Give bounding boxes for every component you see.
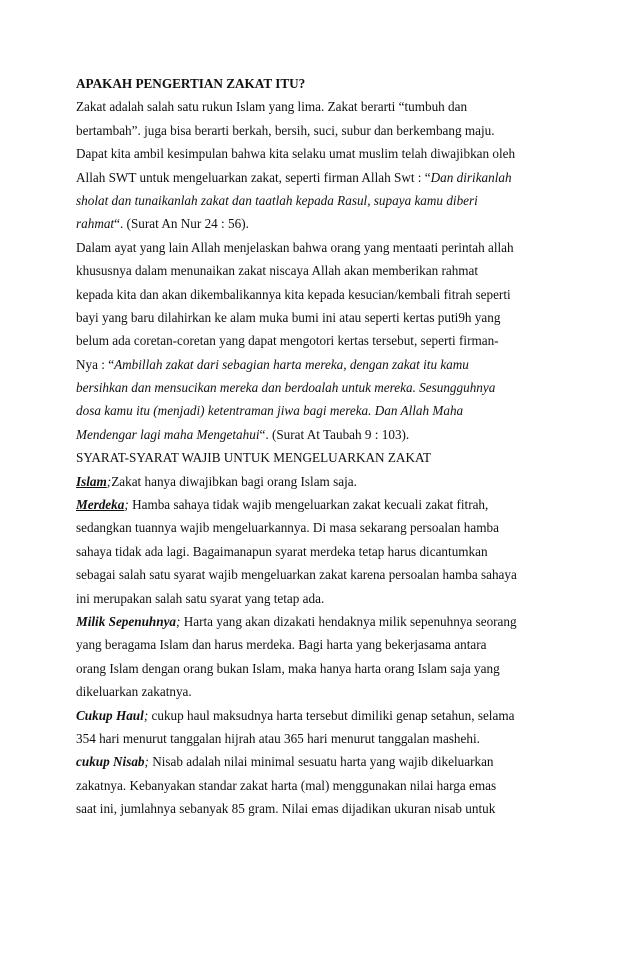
- condition-islam: [76, 470, 576, 493]
- condition-label: Cukup Haul: [76, 707, 144, 723]
- paragraph-line: khususnya dalam menunaikan zakat niscaya Allah akan memberikan rahmat: [76, 263, 479, 279]
- paragraph-line: bertambah”. juga bisa berarti berkah, bersih, suci, subur dan berkembang maju.: [76, 122, 495, 138]
- condition-text: Hamba sahaya tidak wajib mengeluarkan zakat kecuali zakat fitrah,: [128, 497, 489, 513]
- paragraph-line: Dapat kita ambil kesimpulan bahwa kita selaku umat muslim telah diwajibkan oleh: [76, 146, 516, 162]
- quote-text: Ambillah zakat dari sebagian harta mereka, dengan zakat itu kamu: [114, 356, 469, 372]
- condition-text: Nisab adalah nilai minimal sesuatu harta yang wajib dikeluarkan: [148, 754, 494, 770]
- paragraph-line: yang beragama Islam dan harus merdeka. Bagi harta yang bekerjasama antara: [76, 637, 487, 653]
- condition-label: Milik Sepenuhnya: [76, 613, 177, 629]
- paragraph-line: Dalam ayat yang lain Allah menjelaskan bahwa orang yang mentaati perintah allah: [76, 239, 514, 255]
- condition-label: Merdeka: [76, 497, 125, 513]
- quote-reference: “. (Surat An Nur 24 : 56).: [114, 216, 249, 232]
- paragraph-line: orang Islam dengan orang bukan Islam, maka hanya harta orang Islam saja yang: [76, 660, 500, 676]
- paragraph-line: ini merupakan salah satu syarat yang tetap ada.: [76, 590, 325, 606]
- paragraph-line: sedangkan tuannya wajib mengeluarkannya. Di masa sekarang persoalan hamba: [76, 520, 499, 536]
- condition-nisab: [76, 750, 576, 773]
- quote-text: Dan dirikanlah: [430, 169, 512, 185]
- condition-text: cukup haul maksudnya harta tersebut dimiliki genap setahun, selama: [148, 707, 515, 723]
- paragraph-text: Allah SWT untuk mengeluarkan zakat, seperti firman Allah Swt : “: [76, 169, 431, 185]
- separator: ;: [124, 497, 129, 513]
- paragraph-line: Zakat adalah salah satu rukun Islam yang lima. Zakat berarti “tumbuh dan: [76, 99, 468, 115]
- separator: ;: [144, 754, 149, 770]
- quote-line: dosa kamu itu (menjadi) ketentraman jiwa bagi mereka. Dan Allah Maha: [76, 403, 464, 419]
- paragraph-line: kepada kita dan akan dikembalikannya kita kepada kesucian/kembali fitrah seperti: [76, 286, 511, 302]
- condition-merdeka: [76, 493, 576, 516]
- quote-reference: “. (Surat At Taubah 9 : 103).: [259, 426, 410, 442]
- paragraph-line: [76, 166, 576, 189]
- quote-line: [76, 212, 576, 235]
- paragraph-line: belum ada coretan-coretan yang dapat mengotori kertas tersebut, seperti firman-: [76, 333, 499, 349]
- paragraph-line: dikeluarkan zakatnya.: [76, 684, 192, 700]
- condition-label: Islam: [76, 473, 107, 489]
- section-title: SYARAT-SYARAT WAJIB UNTUK MENGELUARKAN ZAKAT: [76, 450, 432, 466]
- quote-line: sholat dan tunaikanlah zakat dan taatlah kepada Rasul, supaya kamu diberi: [76, 192, 478, 208]
- paragraph-line: zakatnya. Kebanyakan standar zakat harta (mal) menggunakan nilai harga emas: [76, 777, 497, 793]
- heading: APAKAH PENGERTIAN ZAKAT ITU?: [76, 76, 306, 91]
- quote-line: bersihkan dan mensucikan mereka dan berdoalah untuk mereka. Sesungguhnya: [76, 380, 496, 396]
- separator: ;: [143, 707, 149, 723]
- condition-text: Harta yang akan dizakati hendaknya milik sepenuhnya seorang: [180, 613, 517, 629]
- paragraph-line: sahaya tidak ada lagi. Bagaimanapun syarat merdeka tetap harus dicantumkan: [76, 543, 488, 559]
- paragraph-line: [76, 353, 576, 376]
- document-body: [76, 72, 576, 821]
- paragraph-line: saat ini, jumlahnya sebanyak 85 gram. Nilai emas dijadikan ukuran nisab untuk: [76, 801, 496, 817]
- paragraph-line: 354 hari menurut tanggalan hijrah atau 365 hari menurut tanggalan mashehi.: [76, 730, 480, 746]
- condition-milik: [76, 610, 576, 633]
- quote-line: [76, 423, 576, 446]
- separator: ;: [176, 613, 181, 629]
- paragraph-line: bayi yang baru dilahirkan ke alam muka bumi ini atau seperti kertas puti9h yang: [76, 309, 501, 325]
- quote-text: Mendengar lagi maha Mengetahui: [76, 426, 260, 442]
- condition-label: cukup Nisab: [76, 754, 145, 770]
- condition-text: Zakat hanya diwajibkan bagi orang Islam saja.: [111, 473, 357, 489]
- quote-text: rahmat: [76, 216, 115, 232]
- paragraph-line: sebagai salah satu syarat wajib mengeluarkan zakat karena persoalan hamba sahaya: [76, 567, 517, 583]
- condition-haul: [76, 704, 576, 727]
- separator: ;: [106, 473, 112, 489]
- paragraph-text: Nya : “: [76, 356, 115, 372]
